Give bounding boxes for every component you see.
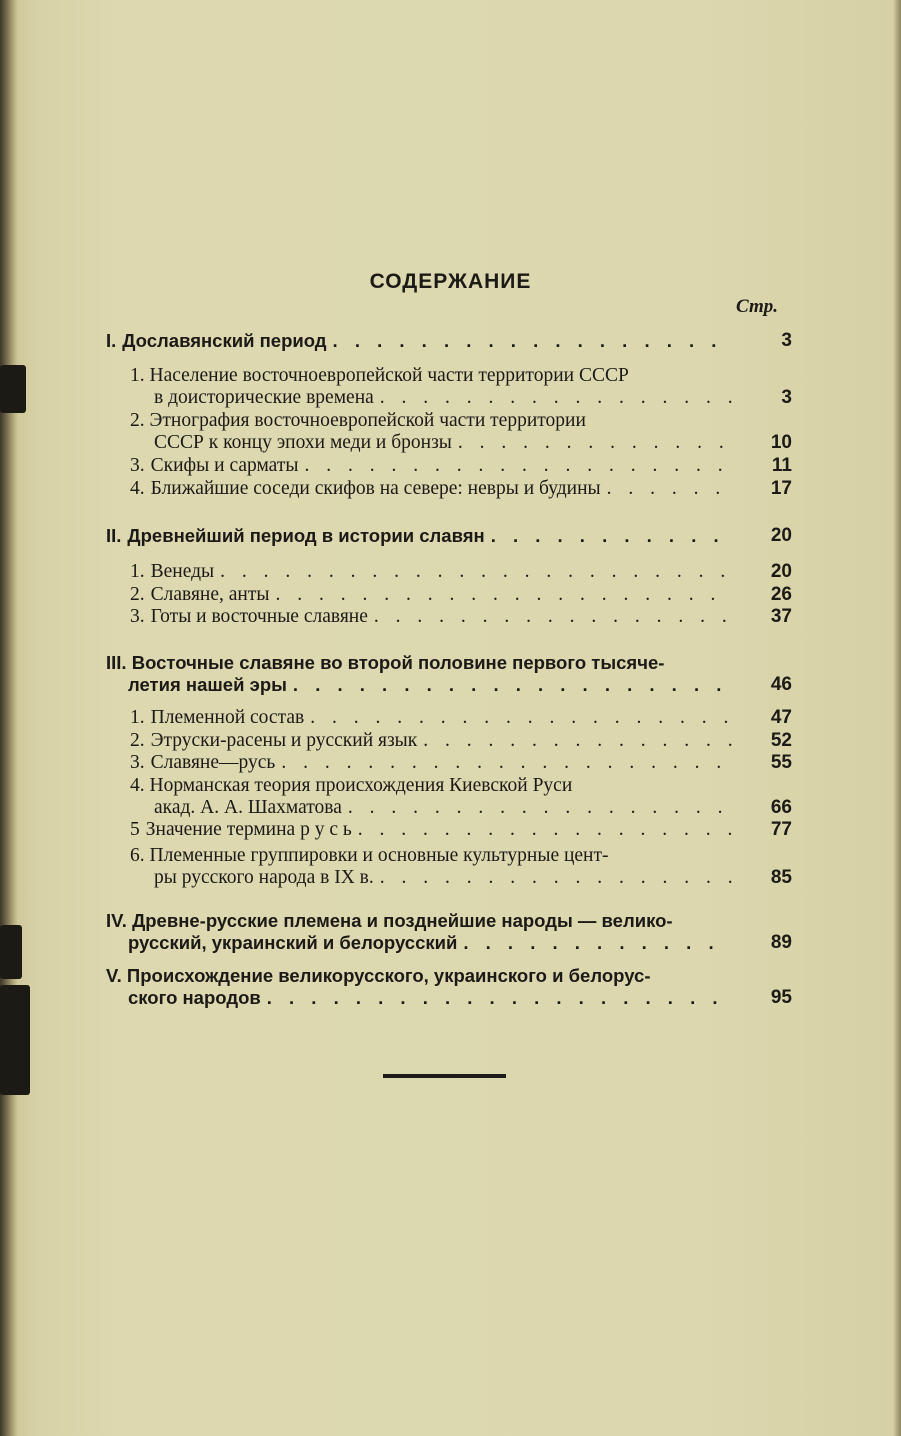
toc-entry-s3-3[interactable]: [130, 752, 792, 774]
toc-entry-text: в доисторические времена: [154, 387, 374, 408]
toc-entry-text: Венеды: [150, 561, 215, 582]
toc-entry-number: 2.: [130, 410, 150, 431]
toc-entry-text: Значение термина р у с ь: [145, 819, 352, 840]
toc-entry-number: IV.: [106, 910, 133, 931]
dot-leader: [380, 867, 732, 889]
toc-page-number: 95: [770, 987, 792, 1008]
dot-leader: [358, 819, 732, 841]
toc-page-number: 10: [770, 432, 792, 453]
toc-entry-text: Готы и восточные славяне: [150, 606, 368, 627]
toc-page-number: 3: [781, 387, 792, 408]
ink-stain: [0, 365, 26, 413]
toc-entry-ch1[interactable]: [106, 330, 792, 352]
toc-entry-text: летия нашей эры: [128, 674, 287, 695]
toc-page-number: 89: [770, 932, 792, 953]
dot-leader: [276, 584, 733, 606]
dot-leader: [310, 707, 732, 729]
toc-entry-text: Племенной состав: [150, 707, 305, 728]
toc-entry-number: 1.: [130, 707, 145, 728]
toc-entry-s2-2[interactable]: [130, 584, 792, 606]
toc-entry-number: 5: [130, 819, 140, 840]
toc-entry-text: Древнейший период в истории славян: [127, 525, 485, 546]
toc-page-number: 85: [770, 867, 792, 888]
toc-entry-number: 2.: [130, 584, 145, 605]
toc-entry-number: 6.: [130, 845, 150, 866]
toc-page-number: 11: [771, 455, 792, 476]
toc-page-number: 47: [770, 707, 792, 728]
toc-entry-text: Дославянский период: [122, 330, 327, 351]
toc-entry-number: 1.: [130, 365, 150, 386]
toc-entry-number: 3.: [130, 606, 145, 627]
toc-page-number: 3: [781, 330, 792, 351]
dot-leader: [458, 432, 732, 454]
toc-entry-s1-1[interactable]: [154, 387, 792, 409]
toc-entry-s2-1[interactable]: [130, 561, 792, 583]
toc-page-number: 17: [770, 478, 792, 499]
dot-leader: [607, 478, 732, 500]
toc-entry-text: Славяне—русь: [150, 752, 276, 773]
dot-leader: [491, 525, 732, 547]
toc-entry-text: 1. Население восточноевропейской части территории СССР: [130, 365, 629, 386]
toc-entry-s1-4[interactable]: [130, 478, 792, 500]
toc-entry-s3-2[interactable]: [130, 730, 792, 752]
toc-page-number: 37: [770, 606, 792, 627]
toc-page-number: 20: [770, 561, 792, 582]
toc-entry-s3-4[interactable]: [154, 797, 792, 819]
toc-entry-text: 4. Норманская теория происхождения Киевской Руси: [130, 775, 573, 796]
dot-leader: [380, 387, 732, 409]
toc-entry-text: 2. Этнография восточноевропейской части территории: [130, 410, 586, 431]
toc-entry-number: I.: [106, 330, 117, 351]
toc-entry-text: 6. Племенные группировки и основные культурные цент-: [130, 845, 609, 866]
toc-page-number: 52: [770, 730, 792, 751]
dot-leader: [293, 674, 732, 696]
toc-page-number: 66: [770, 797, 792, 818]
toc-entry-number: 1.: [130, 561, 145, 582]
toc-entry-text: Славяне, анты: [150, 584, 270, 605]
ink-stain: [0, 985, 30, 1095]
dot-leader: [281, 752, 732, 774]
toc-entry-ch2[interactable]: [106, 525, 792, 547]
toc-entry-s1-2[interactable]: [154, 432, 792, 454]
toc-entry-number: III.: [106, 652, 132, 673]
toc-entry-number: 4.: [130, 775, 150, 796]
toc-entry-ch4[interactable]: [128, 932, 792, 954]
toc-entry-text: ры русского народа в IX в.: [154, 867, 374, 888]
dot-leader: [220, 561, 732, 583]
toc-entry-ch5[interactable]: [128, 987, 792, 1009]
dot-leader: [348, 797, 732, 819]
toc-entry-number: 2.: [130, 730, 145, 751]
dot-leader: [463, 932, 732, 954]
toc-entry-text: III. Восточные славяне во второй половине первого тысяче-: [106, 652, 665, 673]
toc-page-number: 77: [770, 819, 792, 840]
toc-page-number: 46: [770, 674, 792, 695]
toc-page-number: 55: [770, 752, 792, 773]
toc-page-number: 26: [770, 584, 792, 605]
dot-leader: [267, 987, 732, 1009]
toc-entry-number: 4.: [130, 478, 145, 499]
toc-entry-number: V.: [106, 965, 127, 986]
dot-leader: [333, 330, 732, 352]
toc-entry-number: II.: [106, 525, 122, 546]
ink-stain: [0, 925, 22, 979]
toc-entry-text: русский, украинский и белорусский: [128, 932, 458, 953]
toc-page-number: 20: [770, 525, 792, 546]
page-title: СОДЕРЖАНИЕ: [369, 270, 532, 293]
end-rule: [383, 1074, 506, 1078]
toc-entry-text: ского народов: [128, 987, 261, 1008]
toc-entry-text: СССР к концу эпохи меди и бронзы: [154, 432, 452, 453]
toc-entry-s3-5[interactable]: [130, 819, 792, 841]
toc-entry-text: Ближайшие соседи скифов на севере: невры и будины: [150, 478, 601, 499]
page-column-label: Стр.: [736, 296, 778, 317]
toc-entry-s1-3[interactable]: [130, 455, 792, 477]
toc-entry-text: V. Происхождение великорусского, украинского и белорус-: [106, 965, 651, 986]
dot-leader: [304, 455, 732, 477]
toc-entry-text: Этруски-расены и русский язык: [150, 730, 418, 751]
dot-leader: [423, 730, 732, 752]
dot-leader: [374, 606, 732, 628]
toc-entry-s3-1[interactable]: [130, 707, 792, 729]
page-right-edge: [893, 0, 901, 1436]
toc-entry-s3-6[interactable]: [154, 867, 792, 889]
toc-entry-text: IV. Древне-русские племена и позднейшие народы — велико-: [106, 910, 673, 931]
toc-entry-number: 3.: [130, 752, 145, 773]
toc-entry-ch3[interactable]: [128, 674, 792, 696]
toc-entry-number: 3.: [130, 455, 145, 476]
toc-entry-s2-3[interactable]: [130, 606, 792, 628]
toc-entry-text: Скифы и сарматы: [150, 455, 299, 476]
page-binding-edge: [0, 0, 18, 1436]
toc-entry-text: акад. А. А. Шахматова: [154, 797, 342, 818]
